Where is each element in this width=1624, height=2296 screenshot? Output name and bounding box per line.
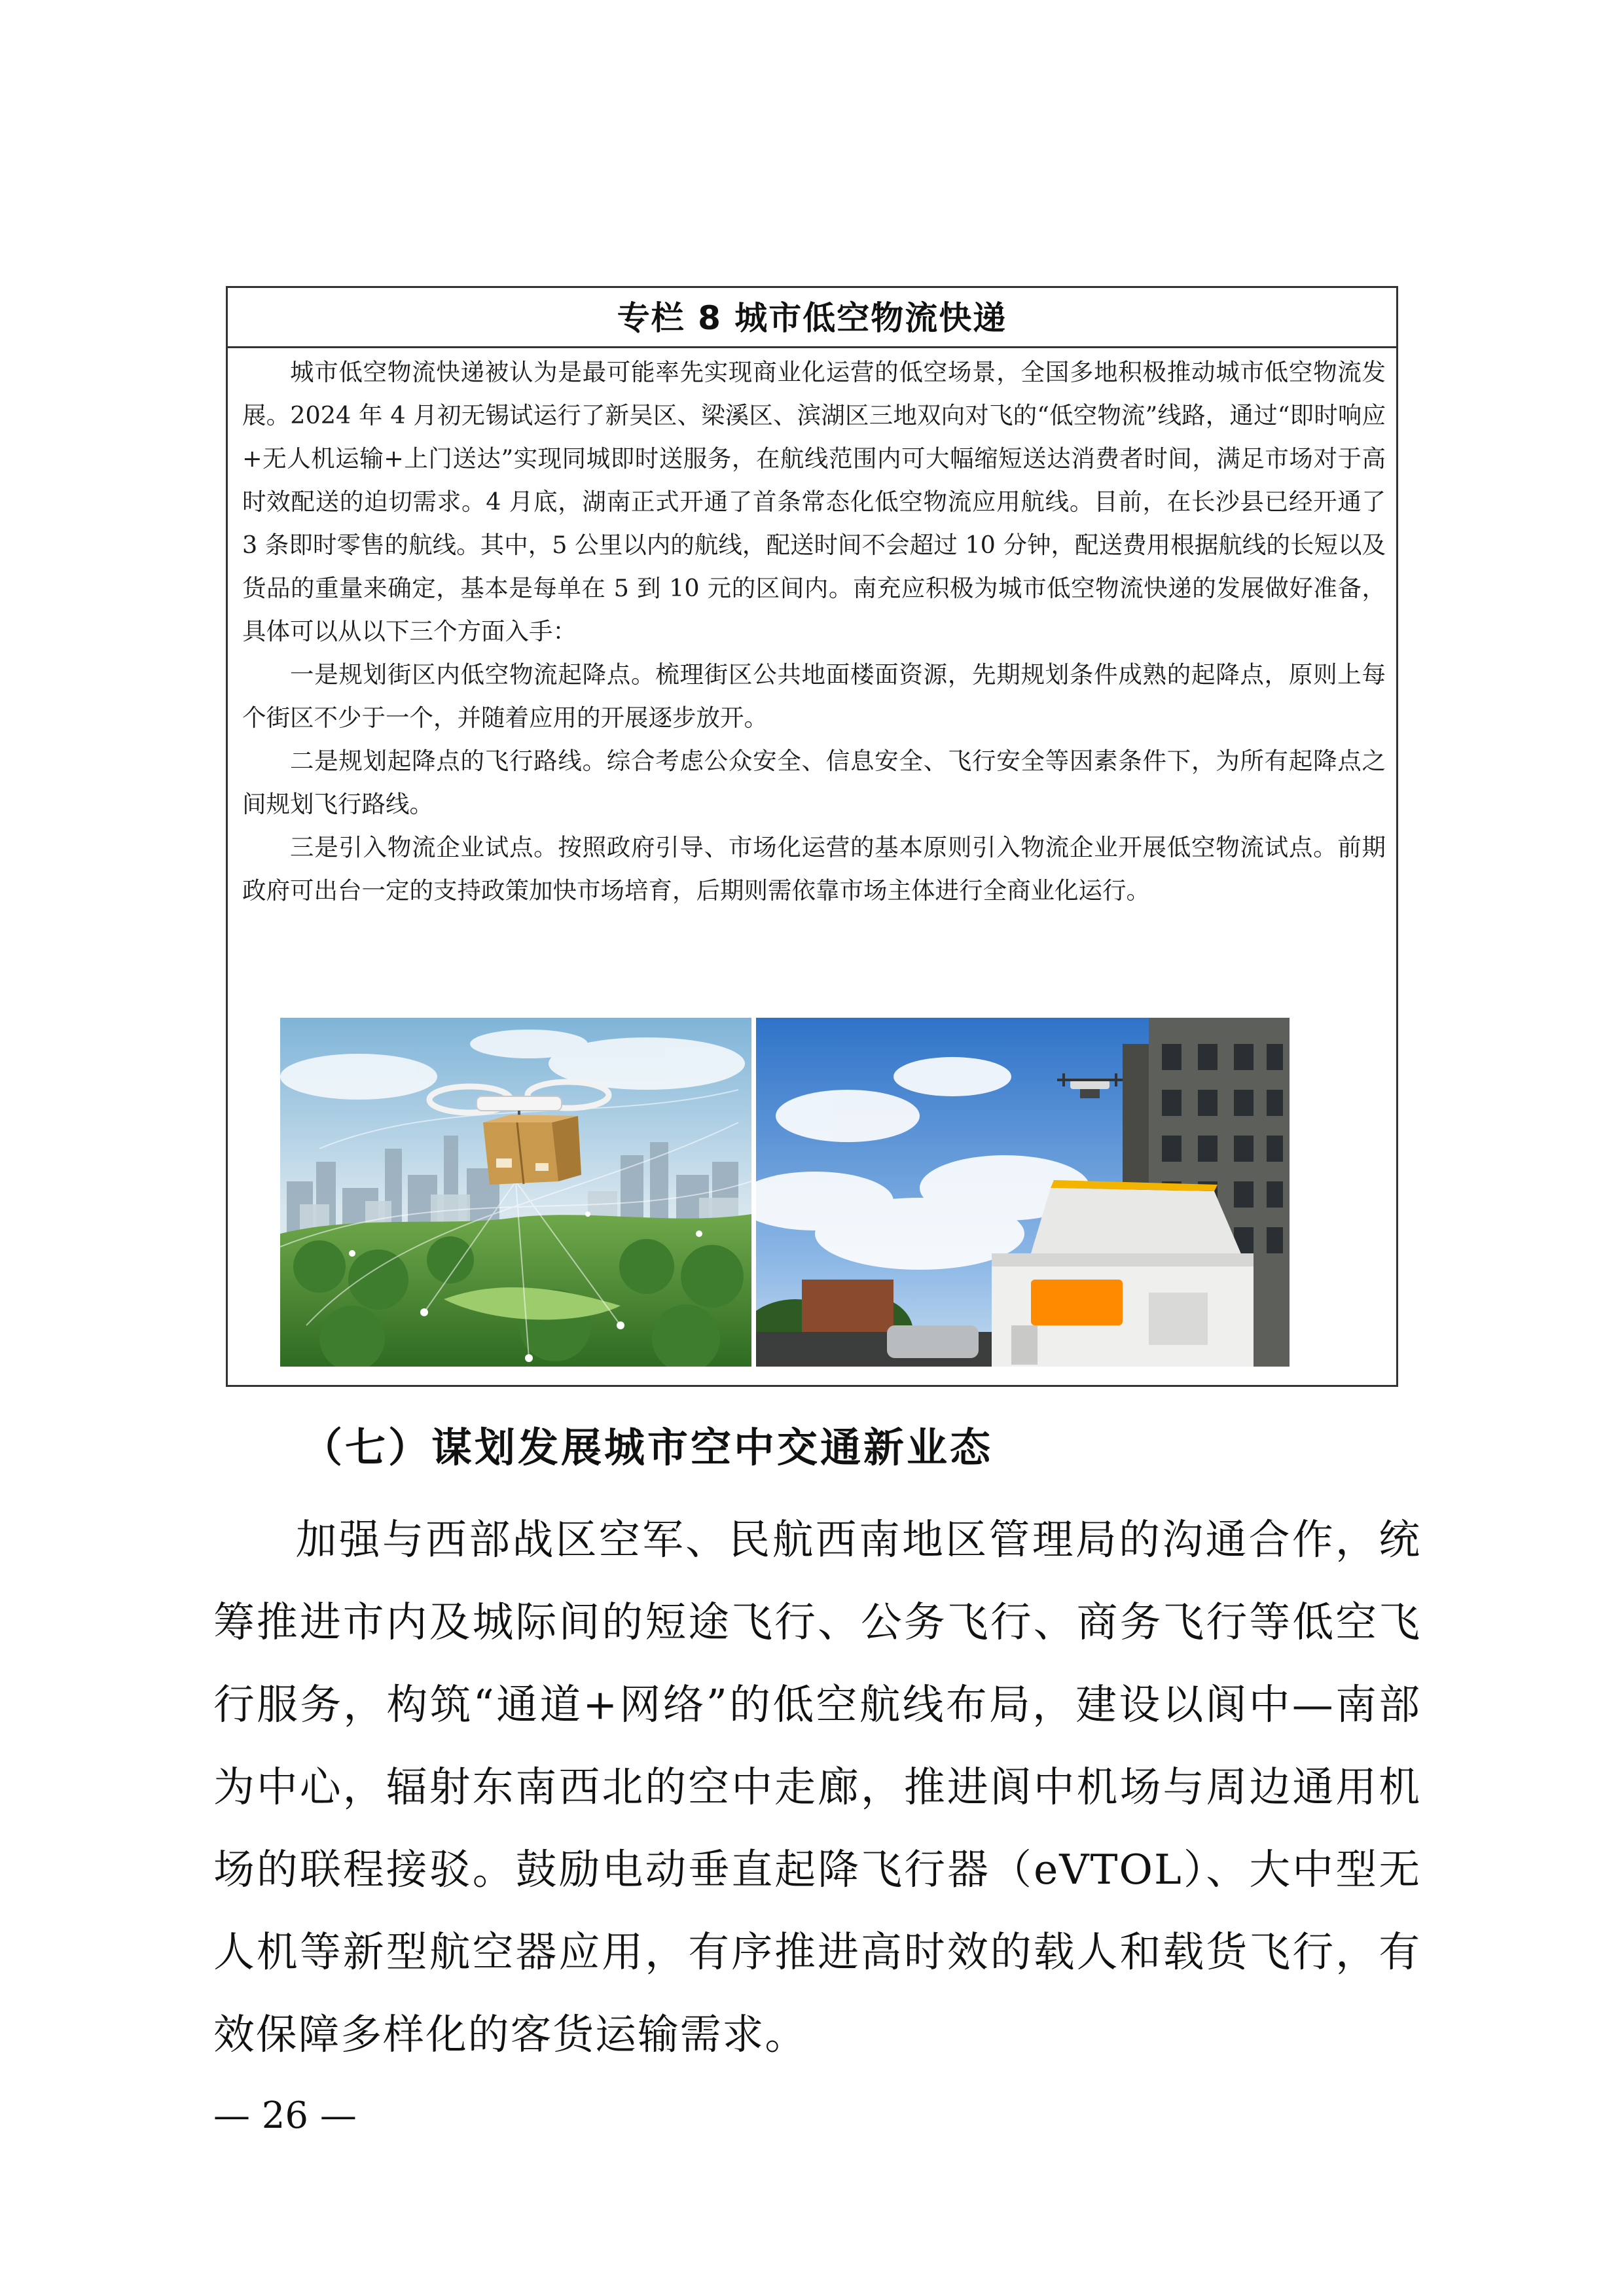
column-paragraph-point-3: 三是引入物流企业试点。按照政府引导、市场化运营的基本原则引入物流企业开展低空物流试点。前期政府可出台一定的支持政策加快市场培育，后期则需依靠市场主体进行全商业化运行。 bbox=[242, 833, 1386, 905]
photo-strip bbox=[280, 1018, 1290, 1367]
drone-city-illustration-image bbox=[280, 1018, 751, 1367]
drone-city-illustration bbox=[280, 1018, 751, 1367]
column-paragraph-intro: 城市低空物流快递被认为是最可能率先实现商业化运营的低空场景，全国多地积极推动城市低空物流发展。2024 年 4 月初无锡试运行了新吴区、梁溪区、滨湖区三地双向对飞的“低空物流”线路，通过“即时响应+无人机运输+上门送达”实现同城即时送服务，在航线范围内可大幅缩短送达消费者时间，满足市场对于高时效配送的迫切需求。4 月底，湖南正式开通了首条常态化低空物流应用航线。目前，在长沙县已经开通了 3 条即时零售的航线。其中，5 公里以内的航线，配送时间不会超过 10 分钟，配送费用根据航线的长短以及货品的重量来确定，基本是每单在 5 到 10 元的区间内。南充应积极为城市低空物流快递的发展做好准备，具体可以从以下三个方面入手： bbox=[242, 358, 1386, 645]
drone-delivery-station-image bbox=[756, 1018, 1290, 1367]
main-text bbox=[213, 1499, 1421, 2076]
page-number: — 26 — bbox=[213, 2094, 357, 2137]
main-paragraph: 加强与西部战区空军、民航西南地区管理局的沟通合作，统筹推进市内及城际间的短途飞行、公务飞行、商务飞行等低空飞行服务，构筑“通道+网络”的低空航线布局，建设以阆中—南部为中心，辐射东南西北的空中走廊，推进阆中机场与周边通用机场的联程接驳。鼓励电动垂直起降飞行器（eVTOL）、大中型无人机等新型航空器应用，有序推进高时效的载人和载货飞行，有效保障多样化的客货运输需求。 bbox=[213, 1516, 1421, 2058]
column-box bbox=[226, 286, 1398, 1387]
column-title: 专栏 8 城市低空物流快递 bbox=[228, 288, 1396, 348]
drone-delivery-station-photo bbox=[756, 1018, 1290, 1367]
column-body bbox=[242, 351, 1386, 912]
section-heading: （七）谋划发展城市空中交通新业态 bbox=[302, 1424, 994, 1471]
column-paragraph-point-1: 一是规划街区内低空物流起降点。梳理街区公共地面楼面资源，先期规划条件成熟的起降点，原则上每个街区不少于一个，并随着应用的开展逐步放开。 bbox=[242, 660, 1386, 732]
column-paragraph-point-2: 二是规划起降点的飞行路线。综合考虑公众安全、信息安全、飞行安全等因素条件下，为所有起降点之间规划飞行路线。 bbox=[242, 747, 1386, 818]
